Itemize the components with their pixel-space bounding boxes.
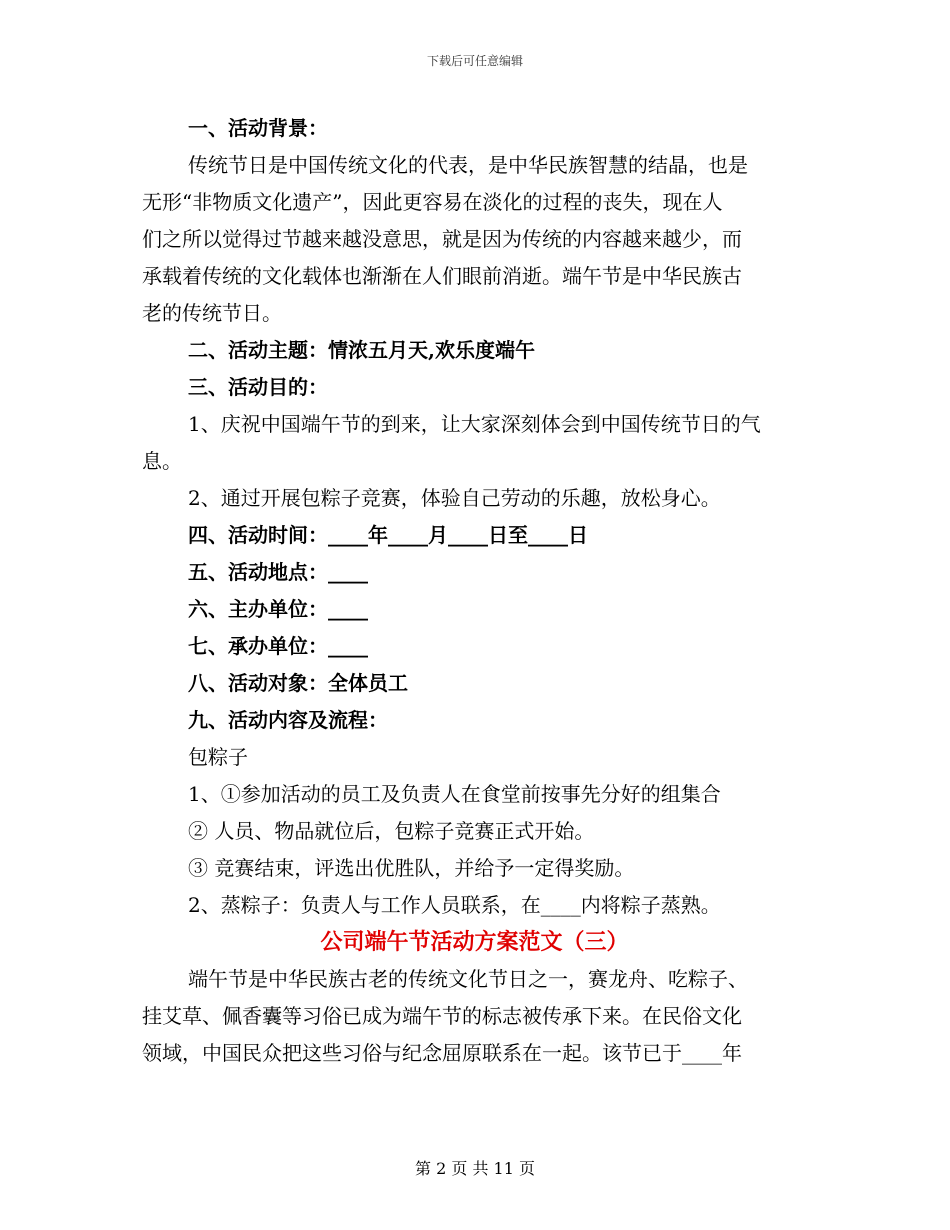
text-line: 2、蒸粽子：负责人与工作人员联系，在____内将粽子蒸熟。 [188,893,721,917]
text-line: 2、通过开展包粽子竞赛，体验自己劳动的乐趣，放松身心。 [188,486,721,510]
text-line: 息。 [142,449,182,473]
text-line: 端午节是中华民族古老的传统文化节日之一，赛龙舟、吃粽子、 [188,967,748,991]
text-line: 五、活动地点：____ [188,560,368,584]
page-footer: 第 2 页 共 11 页 [415,1159,535,1178]
text-line: 三、活动目的： [188,375,328,399]
text-line: 承载着传统的文化载体也渐渐在人们眼前消逝。端午节是中华民族古 [142,264,742,288]
text-line: 九、活动内容及流程： [188,708,388,732]
text-line: 无形“非物质文化遗产”，因此更容易在淡化的过程的丧失，现在人 [142,190,723,214]
text-line: 1、①参加活动的员工及负责人在食堂前按事先分好的组集合 [188,782,721,806]
text-line: ③ 竞赛结束，评选出优胜队，并给予一定得奖励。 [188,856,635,880]
header-note: 下载后可任意编辑 [426,54,523,68]
text-line: 1、庆祝中国端午节的到来，让大家深刻体会到中国传统节日的气 [188,412,761,436]
text-line: 挂艾草、佩香囊等习俗已成为端午节的标志被传承下来。在民俗文化 [142,1004,742,1028]
text-line: 二、活动主题：情浓五月天,欢乐度端午 [188,338,535,362]
text-line: 七、承办单位：____ [188,634,368,658]
text-line: 八、活动对象：全体员工 [188,671,408,695]
section-title: 公司端午节活动方案范文（三） [320,929,629,955]
text-line: 一、活动背景： [188,116,328,140]
text-line: 传统节日是中国传统文化的代表，是中华民族智慧的结晶，也是 [188,153,748,177]
text-line: 四、活动时间：____年____月____日至____日 [188,523,588,547]
text-line: 老的传统节日。 [142,301,282,325]
text-line: 领域，中国民众把这些习俗与纪念屈原联系在一起。该节已于____年 [142,1041,742,1065]
text-line: 们之所以觉得过节越来越没意思，就是因为传统的内容越来越少，而 [142,227,742,251]
text-line: 六、主办单位：____ [188,597,368,621]
text-line: ② 人员、物品就位后，包粽子竞赛正式开始。 [188,819,595,843]
text-line: 包粽子 [188,745,248,769]
document-body [142,110,807,1072]
